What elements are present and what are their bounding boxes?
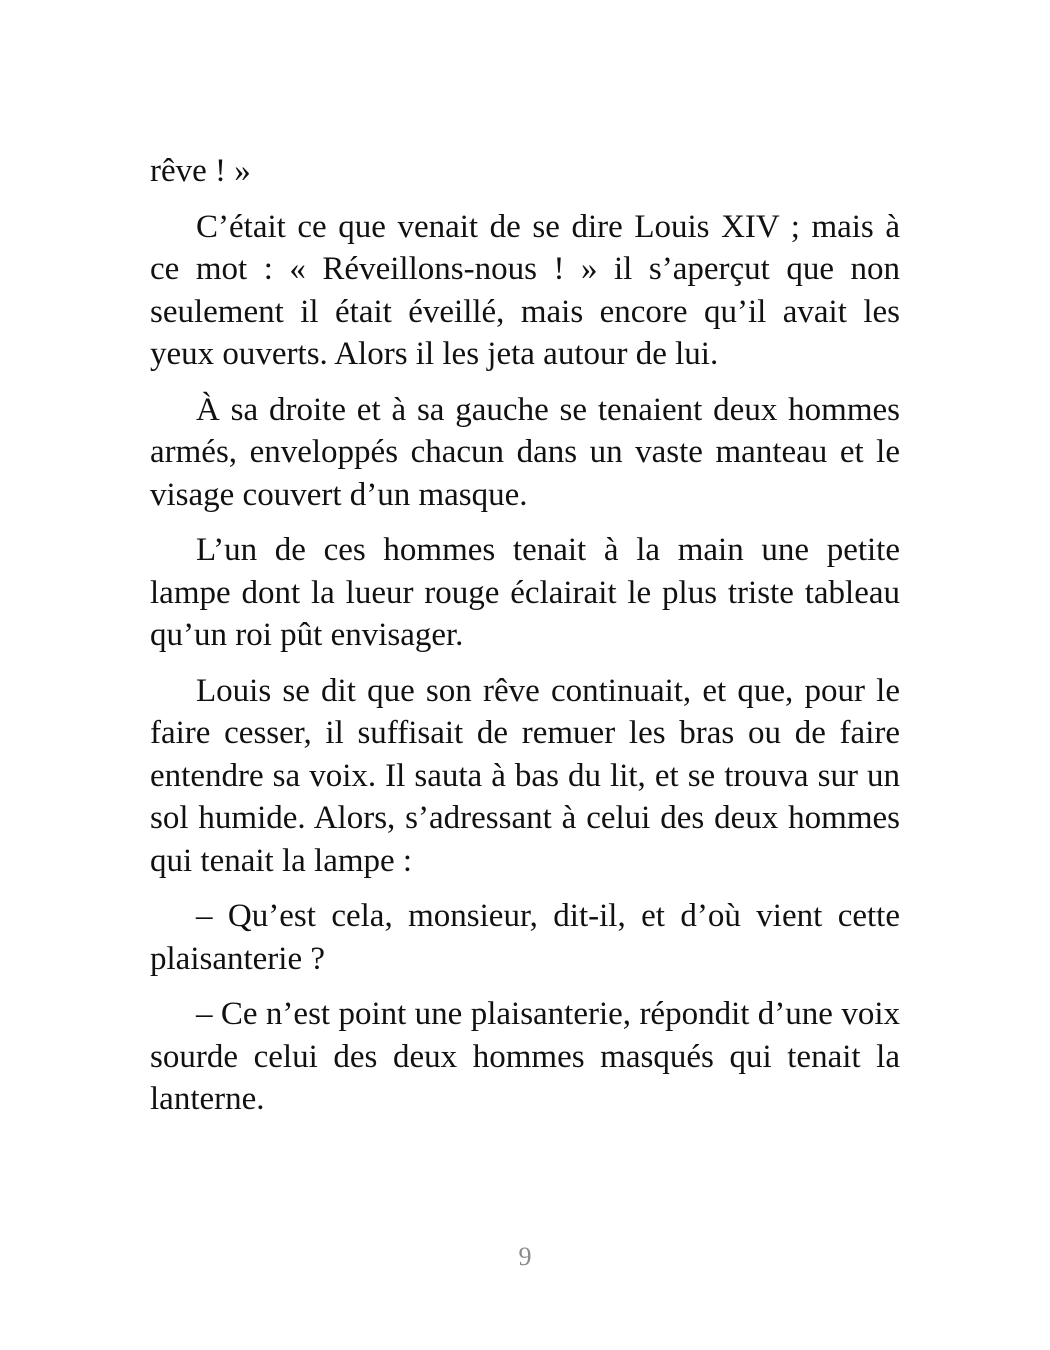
dialogue-paragraph: – Qu’est cela, monsieur, dit-il, et d’où vient cette plaisanterie ? xyxy=(150,898,900,977)
paragraph: Louis se dit que son rêve continuait, et que, pour le faire cesser, il suffisait de remuer les bras ou de faire entendre sa voix. Il sauta à bas du lit, et se trouva sur un sol humide. Alors, s’adressant à celui des deux hommes qui tenait la lampe : xyxy=(150,672,900,879)
paragraph: C’était ce que venait de se dire Louis XIV ; mais à ce mot : « Réveillons-nous ! » il s’aperçut que non seulement il était éveillé, mais encore qu’il avait les yeux ouverts. Alors il les jeta autour de lui. xyxy=(150,208,900,372)
paragraph-continuation: rêve ! » xyxy=(150,153,251,189)
dialogue-paragraph: – Ce n’est point une plaisanterie, répondit d’une voix sourde celui des deux hommes masqués qui tenait la lanterne. xyxy=(150,996,900,1117)
paragraph: L’un de ces hommes tenait à la main une petite lampe dont la lueur rouge éclairait le plus triste tableau qu’un roi pût envisager. xyxy=(150,532,900,653)
page-body xyxy=(150,150,900,1134)
page-number: 9 xyxy=(518,1242,532,1271)
paragraph: À sa droite et à sa gauche se tenaient deux hommes armés, enveloppés chacun dans un vaste manteau et le visage couvert d’un masque. xyxy=(150,391,900,513)
